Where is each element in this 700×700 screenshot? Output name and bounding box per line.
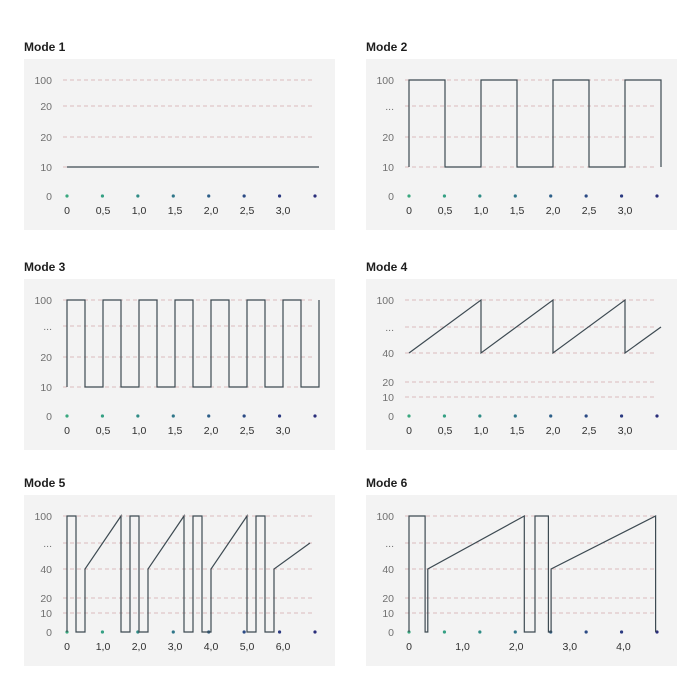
baseline-dot [443, 414, 446, 417]
baseline-dot [243, 630, 246, 633]
series-line [409, 80, 661, 167]
baseline-dot [407, 414, 410, 417]
y-tick-label: 0 [388, 627, 394, 639]
baseline-dot [313, 194, 316, 197]
baseline-dot [243, 194, 246, 197]
plot-area [24, 59, 335, 230]
baseline-dot [278, 630, 281, 633]
baseline-dot [514, 414, 517, 417]
x-tick-label: 3,0 [167, 641, 183, 653]
baseline-dot [101, 414, 104, 417]
baseline-dot [101, 194, 104, 197]
y-tick-label: 0 [46, 191, 52, 203]
baseline-dot [620, 630, 623, 633]
baseline-dot [278, 414, 281, 417]
baseline-dot [172, 414, 175, 417]
plot-area [24, 279, 335, 450]
y-tick-label: 20 [40, 352, 52, 364]
y-tick-label: 100 [34, 295, 52, 307]
x-tick-label: 2,5 [581, 205, 597, 217]
baseline-dot [478, 630, 481, 633]
baseline-dot [407, 194, 410, 197]
x-tick-label: 4,0 [616, 641, 631, 653]
series-line [409, 300, 661, 353]
x-tick-label: 1,0 [131, 205, 147, 217]
chart-svg-mode-6 [366, 495, 677, 666]
x-tick-label: 1,5 [167, 425, 183, 437]
chart-title: Mode 1 [24, 40, 66, 54]
y-tick-label: 40 [382, 564, 394, 576]
plot-area [366, 495, 677, 666]
y-tick-label: 0 [388, 411, 394, 423]
plot-area [366, 59, 677, 230]
x-tick-label: 0,5 [95, 205, 111, 217]
y-tick-label: 0 [388, 191, 394, 203]
chart-svg-mode-3 [24, 279, 335, 450]
baseline-dot [585, 194, 588, 197]
x-tick-label: 2,5 [581, 425, 597, 437]
baseline-dot [136, 194, 139, 197]
plot-area [24, 495, 335, 666]
x-tick-label: 0 [406, 205, 412, 217]
x-tick-label: 0,5 [437, 425, 453, 437]
y-tick-label: 10 [40, 382, 52, 394]
chart-title: Mode 6 [366, 476, 408, 490]
y-tick-label: 20 [40, 101, 52, 113]
y-tick-label: 10 [40, 608, 52, 620]
y-tick-label: 100 [376, 511, 394, 523]
chart-svg-mode-1 [24, 59, 335, 230]
baseline-dot [65, 194, 68, 197]
baseline-dot [136, 414, 139, 417]
y-tick-label: 10 [40, 162, 52, 174]
x-tick-label: 2,0 [203, 205, 219, 217]
baseline-dot [101, 630, 104, 633]
x-tick-label: 1,5 [509, 425, 525, 437]
x-tick-label: 1,5 [509, 205, 525, 217]
baseline-dot [443, 194, 446, 197]
x-tick-label: 4,0 [203, 641, 219, 653]
baseline-dot [313, 414, 316, 417]
x-tick-label: 2,0 [545, 205, 561, 217]
baseline-dot [278, 194, 281, 197]
baseline-dot [549, 414, 552, 417]
x-tick-label: 0 [64, 425, 70, 437]
baseline-dot [313, 630, 316, 633]
x-tick-label: 0 [406, 641, 412, 653]
y-tick-label: ... [385, 538, 394, 550]
y-tick-label: 100 [376, 75, 394, 87]
y-tick-label: 100 [34, 511, 52, 523]
y-tick-label: ... [385, 322, 394, 334]
y-tick-label: 100 [34, 75, 52, 87]
x-tick-label: 1,0 [473, 425, 489, 437]
x-tick-label: 2,0 [545, 425, 561, 437]
baseline-dot [585, 414, 588, 417]
baseline-dot [243, 414, 246, 417]
baseline-dot [207, 194, 210, 197]
series-line [67, 516, 310, 632]
series-line [67, 300, 319, 387]
y-tick-label: 0 [46, 627, 52, 639]
y-tick-label: 40 [382, 348, 394, 360]
y-tick-label: 20 [382, 593, 394, 605]
x-tick-label: 1,0 [131, 425, 147, 437]
baseline-dot [65, 414, 68, 417]
x-tick-label: 1,0 [455, 641, 470, 653]
x-tick-label: 0 [406, 425, 412, 437]
y-tick-label: 10 [382, 608, 394, 620]
x-tick-label: 1,0 [473, 205, 489, 217]
x-tick-label: 3,0 [275, 425, 291, 437]
baseline-dot [549, 194, 552, 197]
baseline-dot [585, 630, 588, 633]
x-tick-label: 3,0 [275, 205, 291, 217]
x-tick-label: 0,5 [437, 205, 453, 217]
x-tick-label: 2,5 [239, 205, 255, 217]
x-tick-label: 1,0 [95, 641, 111, 653]
baseline-dot [655, 414, 658, 417]
y-tick-label: ... [385, 101, 394, 113]
y-tick-label: 20 [40, 132, 52, 144]
x-tick-label: 3,0 [562, 641, 578, 653]
baseline-dot [478, 414, 481, 417]
baseline-dot [443, 630, 446, 633]
y-tick-label: 20 [382, 132, 394, 144]
chart-title: Mode 2 [366, 40, 408, 54]
chart-title: Mode 3 [24, 260, 66, 274]
baseline-dot [620, 414, 623, 417]
x-tick-label: 6,0 [275, 641, 291, 653]
baseline-dot [172, 194, 175, 197]
x-tick-label: 1,5 [167, 205, 183, 217]
x-tick-label: 0 [64, 641, 70, 653]
baseline-dot [207, 414, 210, 417]
chart-svg-mode-5 [24, 495, 335, 666]
x-tick-label: 0,5 [95, 425, 111, 437]
x-tick-label: 0 [64, 205, 70, 217]
plot-area [366, 279, 677, 450]
y-tick-label: 10 [382, 162, 394, 174]
baseline-dot [172, 630, 175, 633]
x-tick-label: 2,0 [131, 641, 147, 653]
chart-title: Mode 5 [24, 476, 66, 490]
chart-svg-mode-4 [366, 279, 677, 450]
y-tick-label: ... [43, 321, 52, 333]
x-tick-label: 5,0 [239, 641, 255, 653]
x-tick-label: 3,0 [617, 425, 633, 437]
series-line [409, 516, 656, 632]
y-tick-label: ... [43, 538, 52, 550]
x-tick-label: 2,0 [508, 641, 524, 653]
y-tick-label: 20 [40, 593, 52, 605]
x-tick-label: 2,5 [239, 425, 255, 437]
chart-svg-mode-2 [366, 59, 677, 230]
chart-title: Mode 4 [366, 260, 408, 274]
x-tick-label: 3,0 [617, 205, 633, 217]
baseline-dot [514, 630, 517, 633]
baseline-dot [514, 194, 517, 197]
y-tick-label: 10 [382, 392, 394, 404]
y-tick-label: 40 [40, 564, 52, 576]
baseline-dot [655, 194, 658, 197]
baseline-dot [478, 194, 481, 197]
baseline-dot [620, 194, 623, 197]
x-tick-label: 2,0 [203, 425, 219, 437]
y-tick-label: 100 [376, 295, 394, 307]
y-tick-label: 20 [382, 377, 394, 389]
y-tick-label: 0 [46, 411, 52, 423]
